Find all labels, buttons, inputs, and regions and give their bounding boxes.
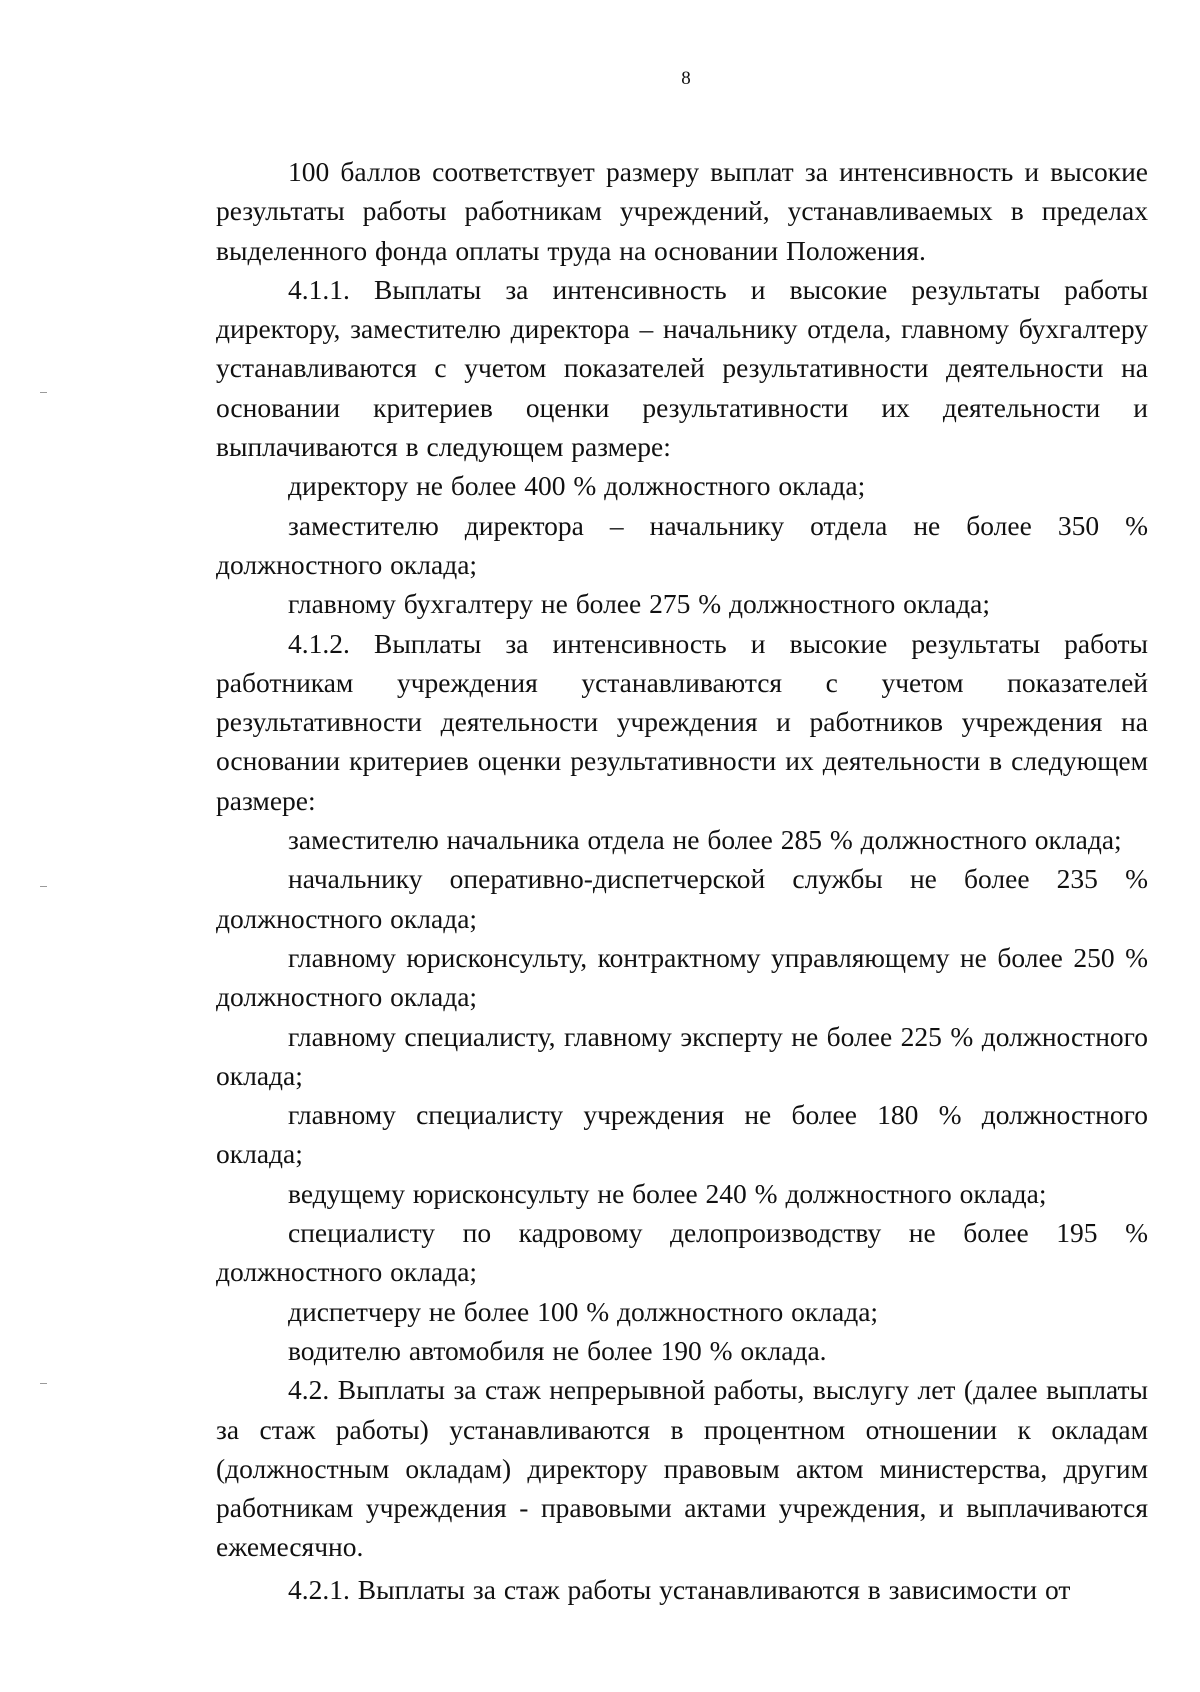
document-body xyxy=(216,152,1148,1609)
paragraph: 4.1.2. Выплаты за интенсивность и высокие результаты работы работникам учреждения устанавливаются с учетом показателей результативности деятельности учреждения и работников учреждения на основании критериев оценки результативности их деятельности в следующем размере: xyxy=(216,627,1148,816)
paragraph: диспетчеру не более 100 % должностного оклада; xyxy=(288,1295,879,1327)
paragraph: начальнику оперативно-диспетчерской службы не более 235 % должностного оклада; xyxy=(216,863,1148,934)
scan-mark xyxy=(40,392,47,393)
page-number: 8 xyxy=(681,68,691,89)
paragraph: 4.2. Выплаты за стаж непрерывной работы, выслугу лет (далее выплаты за стаж работы) устанавливаются в процентном отношении к окладам (должностным окладам) директору правовым актом министерства, другим работникам учреждения - правовыми актами учреждения, и выплачиваются ежемесячно. xyxy=(216,1374,1148,1563)
paragraph: главному специалисту учреждения не более 180 % должностного оклада; xyxy=(216,1099,1148,1170)
paragraph: главному специалисту, главному эксперту не более 225 % должностного оклада; xyxy=(216,1020,1148,1091)
paragraph: 4.1.1. Выплаты за интенсивность и высокие результаты работы директору, заместителю директора – начальнику отдела, главному бухгалтеру устанавливаются с учетом показателей результативности деятельности на основании критериев оценки результативности их деятельности и выплачиваются в следующем размере: xyxy=(216,273,1148,463)
paragraph: заместителю начальника отдела не более 285 % должностного оклада; xyxy=(288,824,1122,856)
paragraph: заместителю директора – начальнику отдела не более 350 % должностного оклада; xyxy=(216,509,1148,580)
scan-mark xyxy=(40,1383,47,1384)
paragraph: главному юрисконсульту, контрактному управляющему не более 250 % должностного оклада; xyxy=(216,941,1148,1013)
paragraph: специалисту по кадровому делопроизводству не более 195 % должностного оклада; xyxy=(216,1217,1148,1288)
paragraph: 4.2.1. Выплаты за стаж работы устанавливаются в зависимости от xyxy=(288,1573,1071,1605)
paragraph: главному бухгалтеру не более 275 % должностного оклада; xyxy=(288,588,991,620)
paragraph: ведущему юрисконсульту не более 240 % должностного оклада; xyxy=(288,1177,1047,1209)
paragraph: водителю автомобиля не более 190 % оклада. xyxy=(288,1334,827,1366)
scan-mark xyxy=(40,886,47,887)
paragraph: 100 баллов соответствует размеру выплат за интенсивность и высокие результаты работы работникам учреждений, устанавливаемых в пределах выделенного фонда оплаты труда на основании Положения. xyxy=(216,156,1148,266)
paragraph: директору не более 400 % должностного оклада; xyxy=(288,470,866,502)
